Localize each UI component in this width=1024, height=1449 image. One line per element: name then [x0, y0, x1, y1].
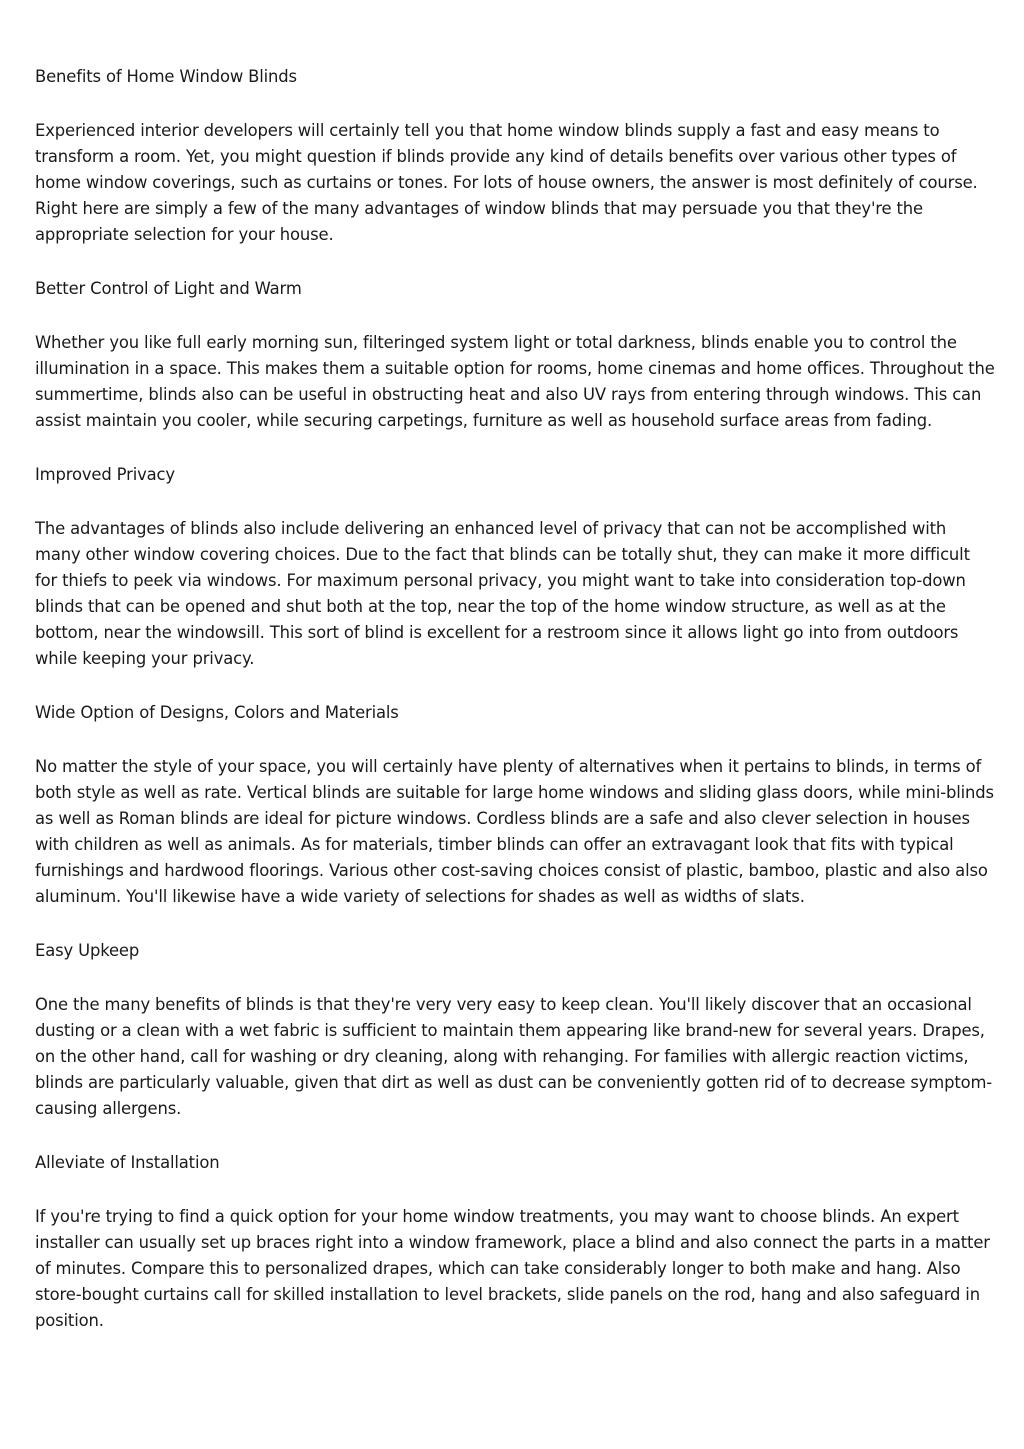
section-body-upkeep: One the many benefits of blinds is that they're very very easy to keep clean. You'll likely discover that an occasional dusting or a clean with a wet fabric is sufficient to maintain them appearing like brand-new for several years. Drapes, on the other hand, call for washing or dry cleaning, along with rehanging. For families with allergic reaction victims, blinds are particularly valuable, given that dirt as well as dust can be conveniently gotten rid of to decrease symptom-causing allergens.: [35, 995, 993, 1118]
article-title: Benefits of Home Window Blinds: [35, 67, 297, 86]
section-body-light: Whether you like full early morning sun, filteringed system light or total darkness, blinds enable you to control the illumination in a space. This makes them a suitable option for rooms, home cinemas and home offices. Throughout the summertime, blinds also can be useful in obstructing heat and also UV rays from entering through windows. This can assist maintain you cooler, while securing carpetings, furniture as well as household surface areas from fading.: [35, 333, 995, 430]
section-body-designs: No matter the style of your space, you will certainly have plenty of alternatives when it pertains to blinds, in terms of both style as well as rate. Vertical blinds are suitable for large home windows and sliding glass doors, while mini-blinds as well as Roman blinds are ideal for picture windows. Cordless blinds are a safe and also clever selection in houses with children as well as animals. As for materials, timber blinds can offer an extravagant look that fits with typical furnishings and hardwood floorings. Various other cost-saving choices consist of plastic, bamboo, plastic and also also aluminum. You'll likewise have a wide variety of selections for shades as well as widths of slats.: [35, 757, 994, 906]
section-heading-installation: Alleviate of Installation: [35, 1153, 220, 1172]
section-heading-light: Better Control of Light and Warm: [35, 279, 302, 298]
article: [35, 64, 995, 1362]
section-body-privacy: The advantages of blinds also include delivering an enhanced level of privacy that can not be accomplished with many other window covering choices. Due to the fact that blinds can be totally shut, they can make it more difficult for thiefs to peek via windows. For maximum personal privacy, you might want to take into consideration top-down blinds that can be opened and shut both at the top, near the top of the home window structure, as well as at the bottom, near the windowsill. This sort of blind is excellent for a restroom since it allows light go into from outdoors while keeping your privacy.: [35, 519, 970, 668]
section-body-installation: If you're trying to find a quick option for your home window treatments, you may want to choose blinds. An expert installer can usually set up braces right into a window framework, place a blind and also connect the parts in a matter of minutes. Compare this to personalized drapes, which can take considerably longer to both make and hang. Also store-bought curtains call for skilled installation to level brackets, slide panels on the rod, hang and also safeguard in position.: [35, 1207, 990, 1330]
section-heading-privacy: Improved Privacy: [35, 465, 175, 484]
section-heading-upkeep: Easy Upkeep: [35, 941, 140, 960]
section-heading-designs: Wide Option of Designs, Colors and Materials: [35, 703, 399, 722]
intro-paragraph: Experienced interior developers will certainly tell you that home window blinds supply a fast and easy means to transform a room. Yet, you might question if blinds provide any kind of details benefits over various other types of home window coverings, such as curtains or tones. For lots of house owners, the answer is most definitely of course. Right here are simply a few of the many advantages of window blinds that may persuade you that they're the appropriate selection for your house.: [35, 121, 978, 244]
